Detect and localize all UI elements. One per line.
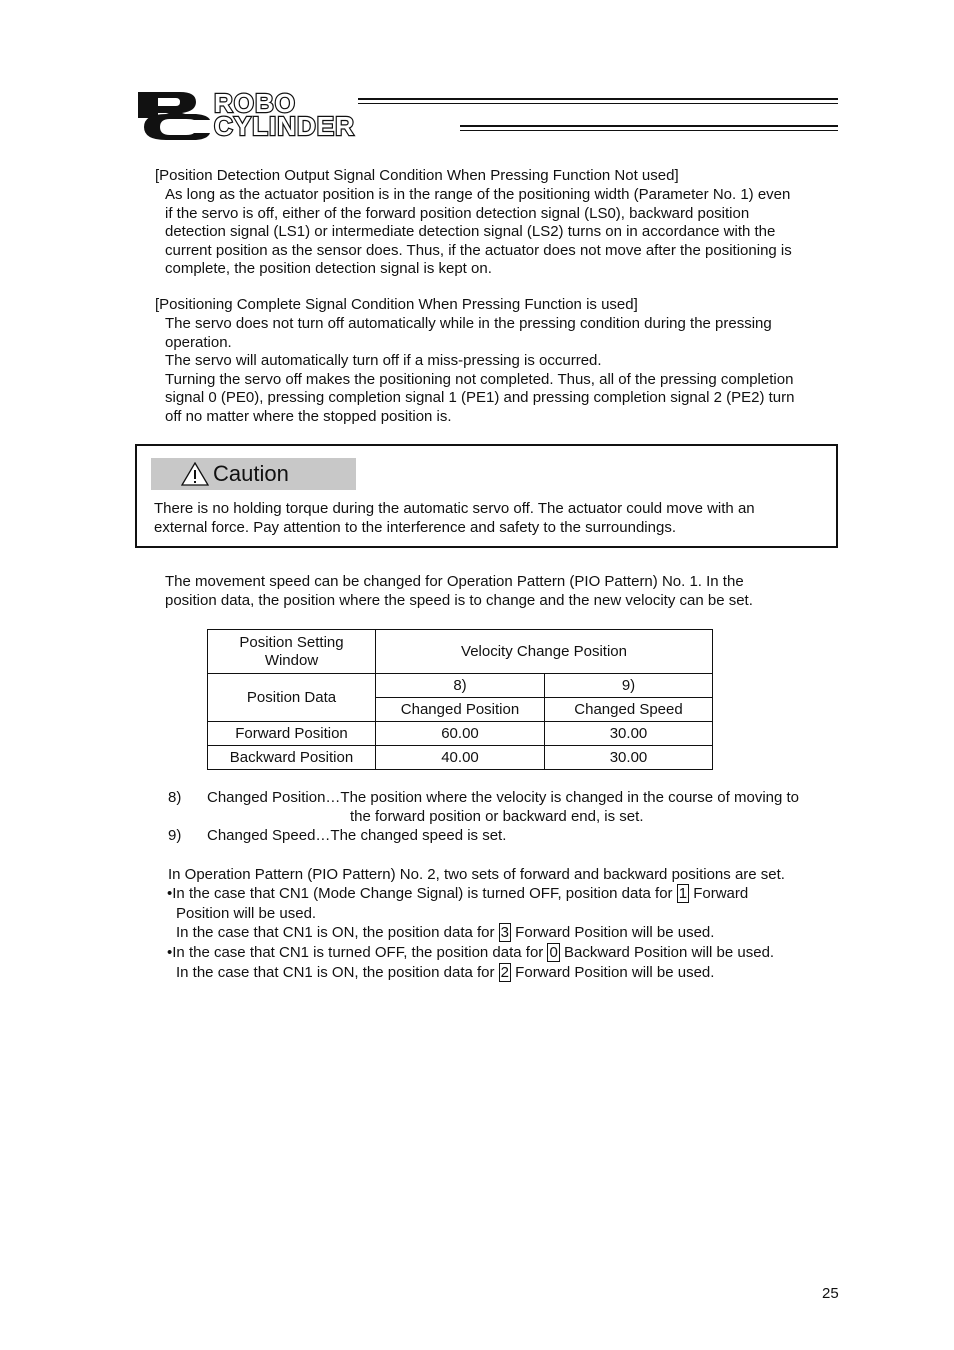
table-cell: 40.00 <box>376 746 545 770</box>
table-cell: Velocity Change Position <box>376 630 713 674</box>
window-label-line: Window <box>264 651 319 669</box>
bullet-icon: • <box>167 885 173 902</box>
note-number: 9) <box>168 827 182 844</box>
caution-box <box>135 444 838 548</box>
caution-line: There is no holding torque during the automatic servo off. The actuator could move with an <box>154 500 755 517</box>
section2-line: The servo does not turn off automatically while in the pressing condition during the pressing <box>165 315 772 332</box>
pattern2-line: In the case that CN1 is ON, the position data for 2 Forward Position will be used. <box>176 964 715 981</box>
bullet-icon: • <box>167 944 173 961</box>
section1-heading: [Position Detection Output Signal Condition When Pressing Function Not used] <box>155 167 679 184</box>
table-cell: 30.00 <box>545 722 713 746</box>
table-cell: Backward Position <box>208 746 376 770</box>
intro-line: The movement speed can be changed for Operation Pattern (PIO Pattern) No. 1. In the <box>165 573 744 590</box>
section2-line: The servo will automatically turn off if a miss-pressing is occurred. <box>165 352 602 370</box>
logo-robo: ROBO <box>214 88 296 118</box>
table-row <box>208 674 713 698</box>
table-cell: 9) <box>545 674 713 698</box>
logo-rule-bottom-thick <box>460 125 838 127</box>
table-cell: Changed Position <box>376 698 545 722</box>
table-cell: 8) <box>376 674 545 698</box>
section1-line: current position as the sensor does. Thus, if the actuator does not move after the positioning is <box>165 241 792 259</box>
logo-rule-bottom-thin <box>460 130 838 131</box>
boxed-number: 3 <box>500 924 510 941</box>
table-cell: 60.00 <box>376 722 545 746</box>
warning-triangle-icon <box>181 462 209 486</box>
table-cell: Position Data <box>208 674 376 722</box>
caution-line: external force. Pay attention to the interference and safety to the surroundings. <box>154 519 676 536</box>
intro-line: position data, the position where the speed is to change and the new velocity can be set. <box>165 592 753 609</box>
pattern2-line: Position will be used. <box>176 905 317 922</box>
pattern2-intro: In Operation Pattern (PIO Pattern) No. 2, two sets of forward and backward positions are set. <box>168 866 785 883</box>
velocity-change-table <box>207 629 713 770</box>
window-label-line: Position Setting <box>239 633 344 651</box>
caution-header <box>151 458 356 490</box>
caution-title: Caution <box>213 461 289 486</box>
pattern2-bullet: •In the case that CN1 is turned OFF, the position data for 0 Backward Position will be used. <box>167 944 775 961</box>
note-text: Changed Speed…The changed speed is set. <box>207 827 507 844</box>
rc-logo-icon <box>136 91 214 141</box>
note-number: 8) <box>168 789 182 806</box>
table-cell: 30.00 <box>545 746 713 770</box>
note-text: the forward position or backward end, is set. <box>350 808 644 825</box>
boxed-number: 1 <box>678 885 688 902</box>
section2-line: signal 0 (PE0), pressing completion signal 1 (PE1) and pressing completion signal 2 (PE2) turn <box>165 389 795 407</box>
boxed-number: 2 <box>500 964 510 981</box>
header-logo <box>136 88 840 141</box>
section1-line: complete, the position detection signal is kept on. <box>165 260 492 278</box>
logo-cylinder: CYLINDER <box>214 111 355 141</box>
table-cell <box>208 630 376 674</box>
table-row <box>208 722 713 746</box>
section1-line: if the servo is off, either of the forward position detection signal (LS0), backward position <box>165 204 750 222</box>
pattern2-line: In the case that CN1 is ON, the position data for 3 Forward Position will be used. <box>176 924 715 941</box>
table-cell: Changed Speed <box>545 698 713 722</box>
section2-line: Turning the servo off makes the positioning not completed. Thus, all of the pressing completion <box>165 370 794 388</box>
table-cell: Forward Position <box>208 722 376 746</box>
logo-rule-top-thin <box>358 103 838 104</box>
section1-line: detection signal (LS1) or intermediate detection signal (LS2) turns on in accordance with the <box>165 223 776 241</box>
section1-line: As long as the actuator position is in the range of the positioning width (Parameter No. 1) even <box>165 186 791 203</box>
section2-line: off no matter where the stopped position is. <box>165 408 452 425</box>
table-row <box>208 746 713 770</box>
boxed-number: 0 <box>549 944 558 961</box>
table-row <box>208 630 713 674</box>
logo-rule-top-thick <box>358 98 838 100</box>
section2-line: operation. <box>165 333 232 351</box>
note-text: Changed Position…The position where the velocity is changed in the course of moving to <box>207 789 800 806</box>
page-number: 25 <box>822 1285 839 1302</box>
section2-heading: [Positioning Complete Signal Condition When Pressing Function is used] <box>155 296 638 313</box>
pattern2-bullet: •In the case that CN1 (Mode Change Signal) is turned OFF, position data for 1 Forward <box>167 885 749 902</box>
